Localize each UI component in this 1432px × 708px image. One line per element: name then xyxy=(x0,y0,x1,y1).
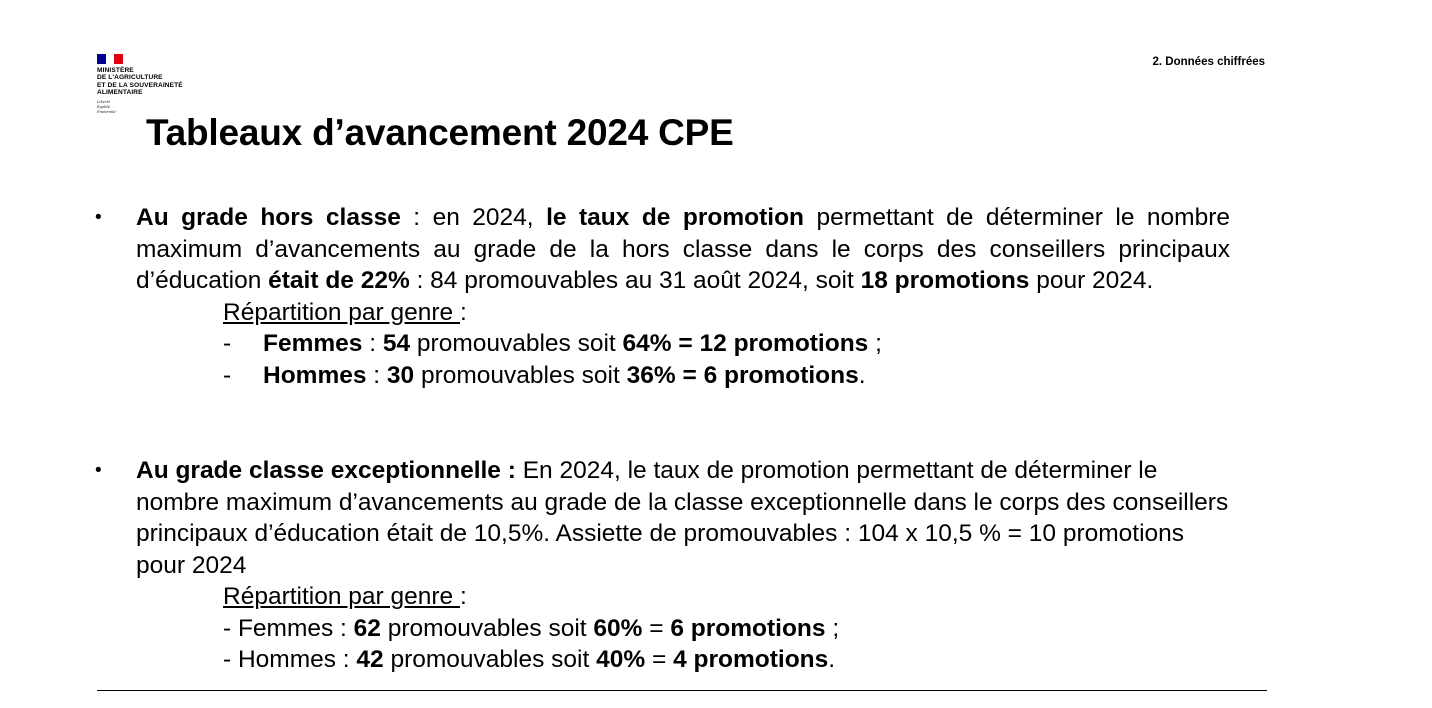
text-run: pour 2024. xyxy=(1029,267,1154,294)
text-run: = xyxy=(645,646,674,673)
gender-label: Hommes xyxy=(263,361,367,389)
promouvables-count: 62 xyxy=(353,614,381,642)
repartition-label: Répartition par genre xyxy=(223,298,460,326)
text-run-bold: 18 promotions xyxy=(860,267,1030,294)
promouvables-count: 30 xyxy=(386,361,415,389)
motto-line: Égalité xyxy=(97,104,110,109)
text-run: . xyxy=(828,646,836,673)
gender-label: Femmes xyxy=(263,330,363,357)
text-run: . xyxy=(858,361,866,389)
text-run: permettant de déterminer le nombre maximum d’avancements au grade de la hors classe dans le corps des conseillers principaux d’éducation xyxy=(136,204,1231,294)
promotion-result: 6 promotions xyxy=(670,614,826,642)
ministry-name xyxy=(97,67,237,97)
motto-line: Fraternité xyxy=(97,109,116,114)
classe-exceptionnelle-lead: Au grade classe exceptionnelle : xyxy=(136,457,516,484)
list-item xyxy=(223,613,1230,645)
text-run: ; xyxy=(825,614,840,642)
section-label: 2. Données chiffrées xyxy=(1152,56,1265,68)
dash-marker: - xyxy=(223,330,232,357)
classe-exceptionnelle-paragraph xyxy=(136,455,1230,581)
hors-classe-section xyxy=(95,202,1231,391)
ministry-line: ALIMENTAIRE xyxy=(97,89,143,97)
ministry-line: DE L'AGRICULTURE xyxy=(97,74,163,82)
french-flag-icon xyxy=(97,54,123,64)
repartition-colon: : xyxy=(459,298,467,326)
text-run: : en 2024, xyxy=(400,204,547,231)
promotion-result: 36% = 6 promotions xyxy=(626,361,859,389)
promotion-result: 4 promotions xyxy=(673,646,829,673)
bullet-icon: • xyxy=(95,460,102,481)
text-run: En 2024, le taux de promotion permettant de déterminer le nombre maximum d’avancements au grade de la classe exceptionnelle dans le corps des conseillers principaux d’éducation était de 10,5%. Assiette de promouvables : 104 x 10,5 % = 10 promotions pour 2024 xyxy=(136,457,1229,579)
promotion-percent: 40% xyxy=(596,646,646,673)
ministry-logo xyxy=(97,54,237,115)
classe-exceptionnelle-section xyxy=(95,455,1230,676)
promotion-result: 64% = 12 promotions xyxy=(622,330,869,357)
bullet-icon: • xyxy=(95,207,102,228)
promotion-percent: 60% xyxy=(593,614,643,642)
promouvables-count: 42 xyxy=(356,646,384,673)
list-item xyxy=(223,328,1230,360)
text-run: promouvables soit xyxy=(414,361,627,389)
hors-classe-paragraph xyxy=(136,202,1230,297)
repartition-heading xyxy=(223,297,1230,329)
text-run: promouvables soit xyxy=(380,614,594,642)
text-run: - Hommes : xyxy=(223,646,357,673)
text-run: ; xyxy=(868,330,882,357)
list-item xyxy=(223,360,1230,392)
text-run: promouvables soit xyxy=(410,330,623,357)
repartition-heading xyxy=(223,581,1230,613)
promouvables-count: 54 xyxy=(382,330,411,357)
ministry-line: MINISTÈRE xyxy=(97,67,134,74)
hors-classe-lead: Au grade hors classe xyxy=(136,204,401,231)
text-run: - Femmes : xyxy=(223,614,354,642)
text-run-bold: le taux de promotion xyxy=(546,204,805,231)
page-title: Tableaux d’avancement 2024 CPE xyxy=(146,112,734,153)
footer-divider xyxy=(97,690,1267,691)
text-run: : xyxy=(366,361,387,389)
list-item xyxy=(223,644,1230,676)
text-run: promouvables soit xyxy=(383,646,597,673)
text-run: : 84 promouvables au 31 août 2024, soit xyxy=(409,267,861,294)
repartition-colon: : xyxy=(459,583,467,610)
ministry-line: ET DE LA SOUVERAINETÉ xyxy=(97,81,183,89)
repartition-label: Répartition par genre xyxy=(223,583,460,610)
text-run-bold: était de 22% xyxy=(268,267,410,294)
text-run: : xyxy=(362,330,383,357)
dash-marker: - xyxy=(223,361,232,389)
text-run: = xyxy=(642,614,671,642)
motto-line: Liberté xyxy=(97,99,111,104)
